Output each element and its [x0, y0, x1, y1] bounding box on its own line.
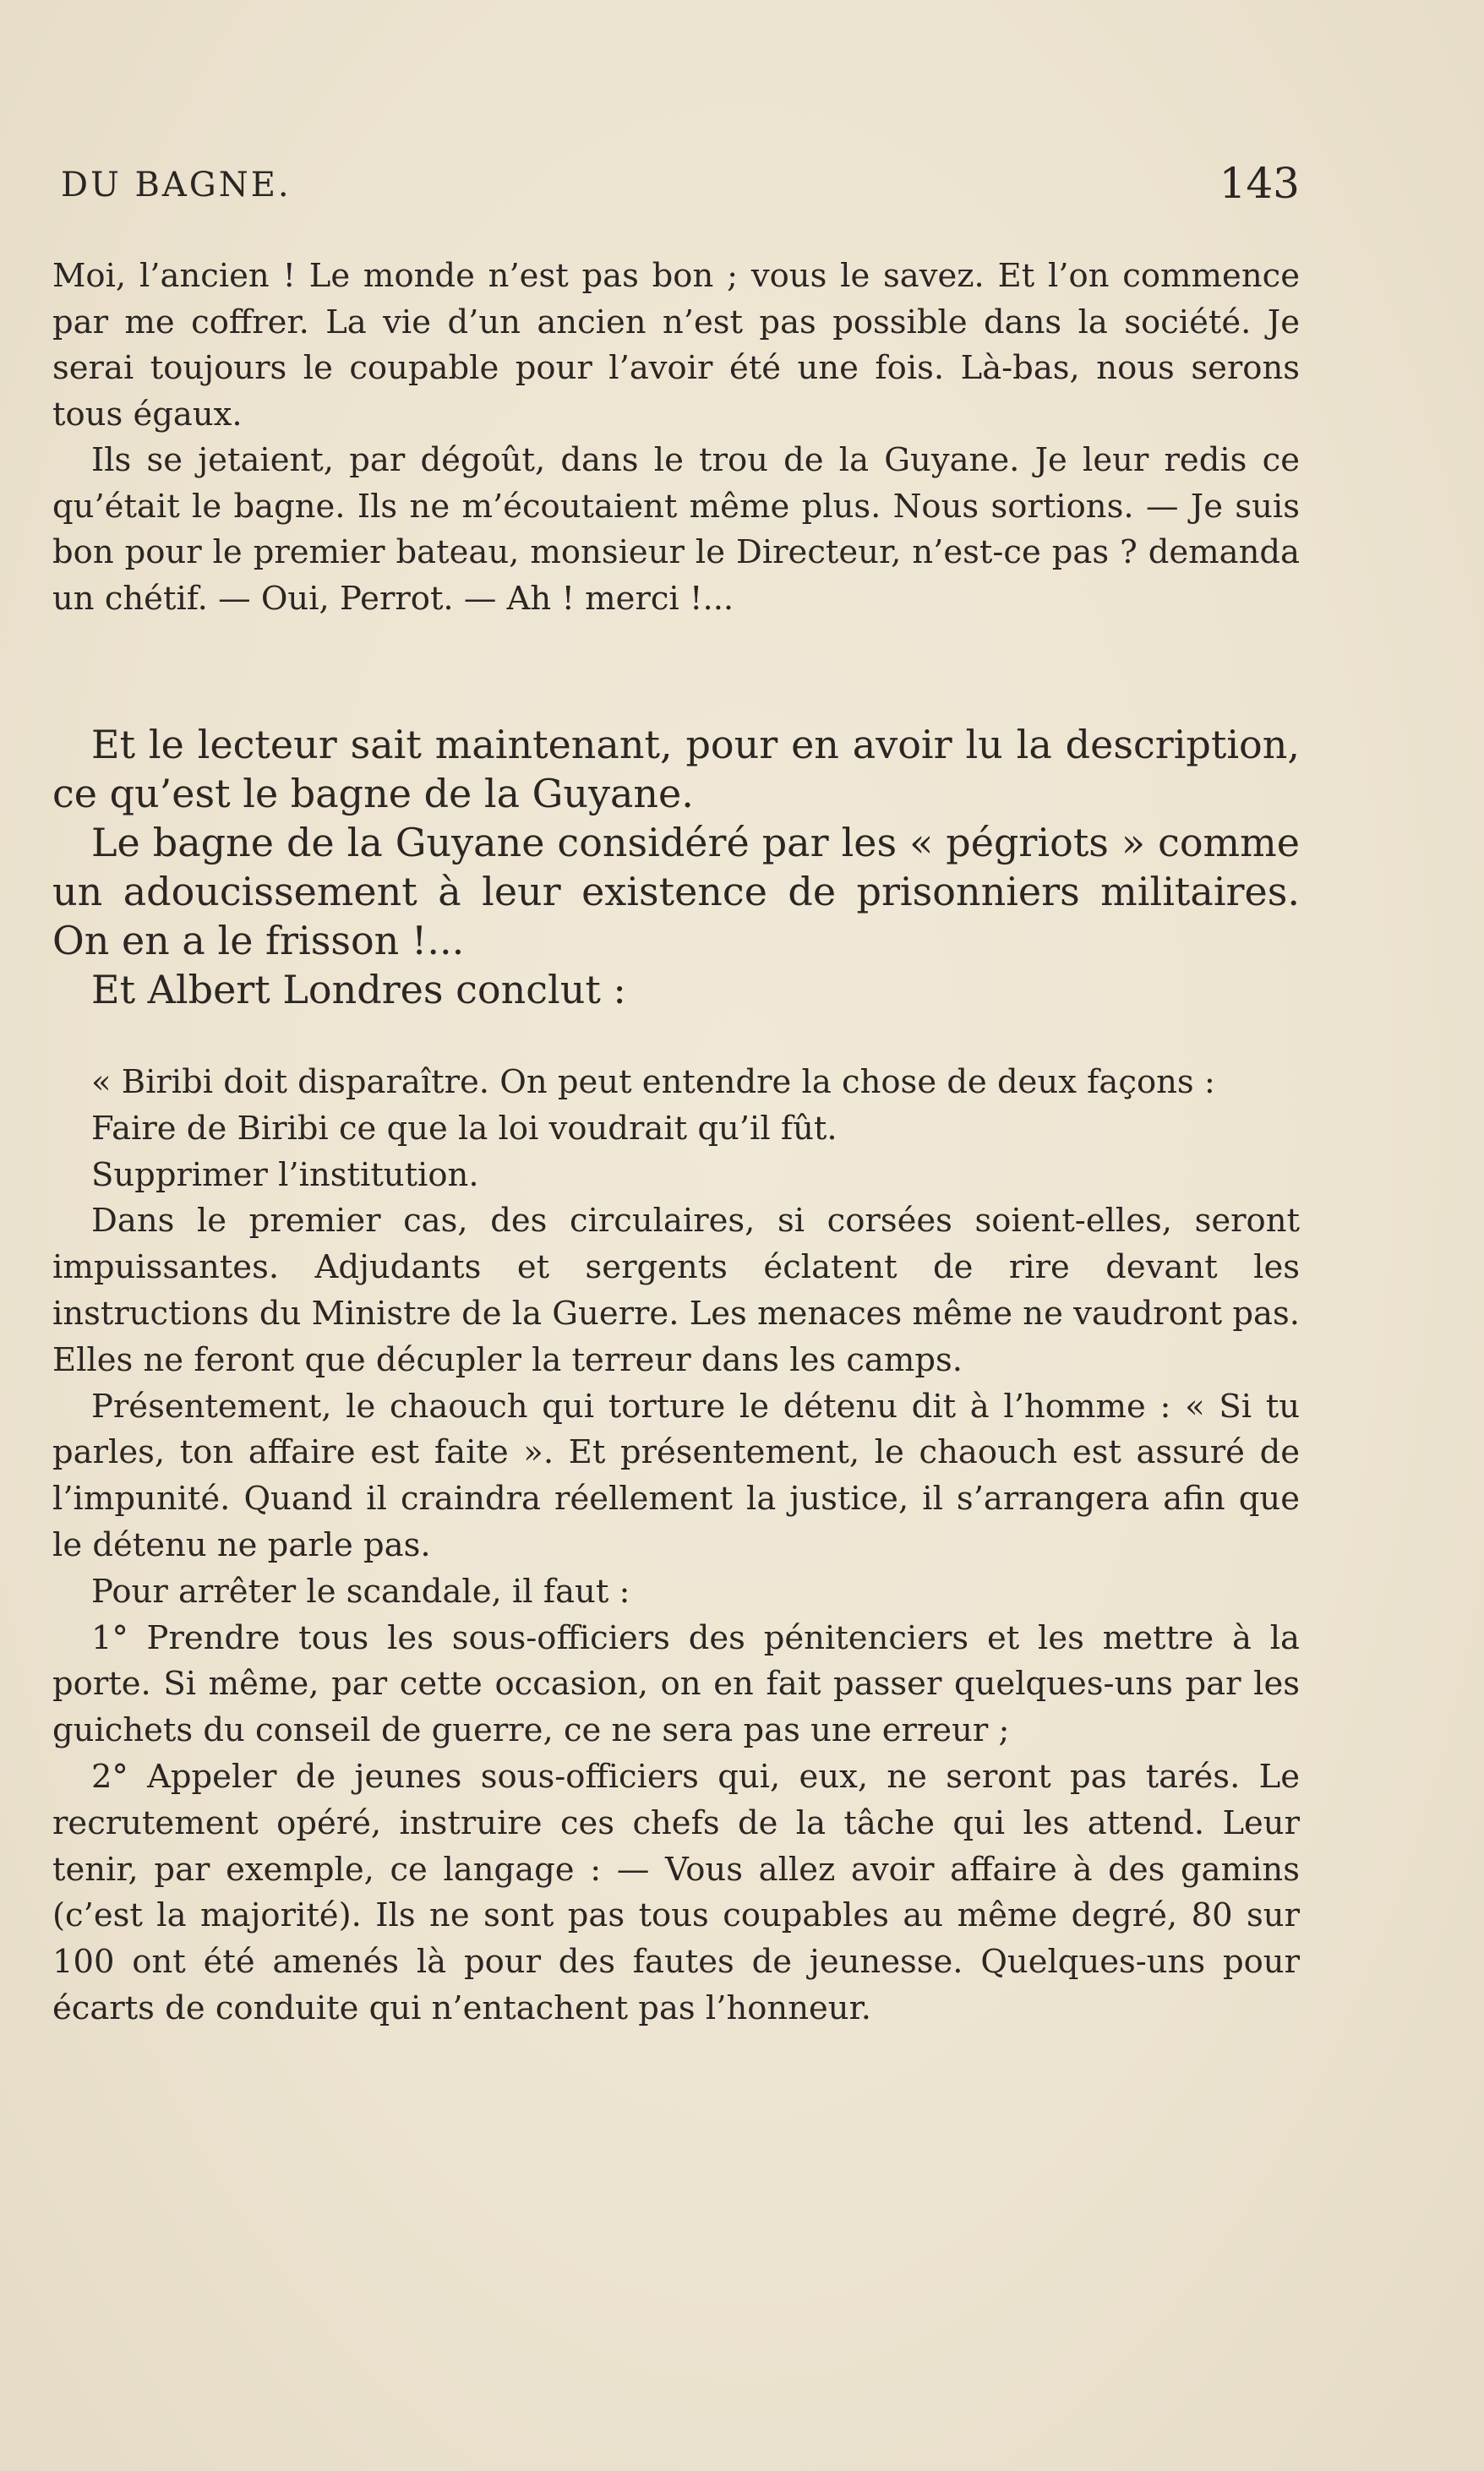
paragraph: Et le lecteur sait maintenant, pour en avoir lu la description, ce qu’est le bagne de la Guyane.: [52, 722, 1300, 816]
page-header: [61, 159, 1300, 216]
paragraph: Pour arrêter le scandale, il faut :: [91, 1572, 630, 1611]
paragraph: « Biribi doit disparaître. On peut entendre la chose de deux façons :: [91, 1063, 1215, 1101]
paragraph: 1° Prendre tous les sous-officiers des pénitenciers et les mettre à la porte. Si même, par cette occasion, on en fait passer quelques-uns par les guichets du conseil de guerre, ce ne sera pas une erreur ;: [52, 1618, 1300, 1750]
paragraph: Moi, l’ancien ! Le monde n’est pas bon ; vous le savez. Et l’on commence par me coffrer. La vie d’un ancien n’est pas possible dans la société. Je serai toujours le coupable pour l’avoir été une fois. Là-bas, nous serons tous égaux.: [52, 257, 1300, 434]
paragraph: Présentement, le chaouch qui torture le détenu dit à l’homme : « Si tu parles, ton affaire est faite ». Et présentement, le chaouch est assuré de l’impunité. Quand il craindra réellement la justice, il s’arrangera afin que le détenu ne parle pas.: [52, 1387, 1300, 1564]
paragraph: Faire de Biribi ce que la loi voudrait qu’il fût.: [91, 1109, 837, 1148]
paragraph: Dans le premier cas, des circulaires, si corsées soient-elles, seront impuissantes. Adjudants et sergents éclatent de rire devant les instructions du Ministre de la Guerre. Les menaces même ne vaudront pas. Elles ne feront que décupler la terreur dans les camps.: [52, 1202, 1300, 1379]
paragraph: Supprimer l’institution.: [91, 1155, 479, 1194]
main-text-block: [52, 720, 1300, 1014]
paragraph: Ils se jetaient, par dégoût, dans le trou de la Guyane. Je leur redis ce qu’était le bagne. Ils ne m’écoutaient même plus. Nous sortions. — Je suis bon pour le premier bateau, monsieur le Directeur, n’est-ce pas ? demanda un chétif. — Oui, Perrot. — Ah ! merci !...: [52, 441, 1300, 618]
running-title: DU BAGNE.: [61, 166, 292, 205]
conclusion-block: [52, 1060, 1300, 2032]
paragraph: 2° Appeler de jeunes sous-officiers qui, eux, ne seront pas tarés. Le recrutement opéré, instruire ces chefs de la tâche qui les attend. Leur tenir, par exemple, ce langage : — Vous allez avoir affaire à des gamins (c’est la majorité). Ils ne sont pas tous coupables au même degré, 80 sur 100 ont été amenés là pour des fautes de jeunesse. Quelques-uns pour écarts de conduite qui n’entachent pas l’honneur.: [52, 1757, 1300, 2027]
paragraph: Le bagne de la Guyane considéré par les « pégriots » comme un adoucissement à leur existence de prisonniers militaires. On en a le frisson !...: [52, 820, 1300, 963]
page-number: 143: [1219, 159, 1300, 208]
paragraph: Et Albert Londres conclut :: [91, 967, 626, 1012]
quote-block: [52, 254, 1300, 622]
